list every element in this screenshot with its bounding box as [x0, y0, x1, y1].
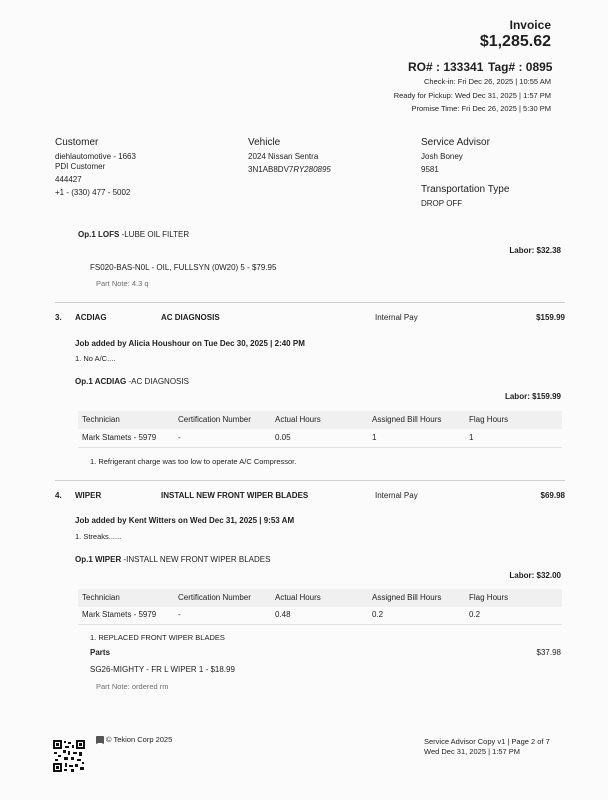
job4-pay-type: Internal Pay [375, 491, 418, 500]
divider [55, 480, 565, 481]
tag-number: Tag# : 0895 [488, 60, 553, 74]
job4-parts-total: $37.98 [536, 648, 561, 657]
prev-labor: Labor: $32.38 [509, 246, 561, 255]
table-divider [78, 624, 562, 625]
customer-heading: Customer [55, 137, 99, 148]
customer-phone: +1 - (330) 477 - 5002 [55, 188, 131, 197]
job4-cause: 1. REPLACED FRONT WIPER BLADES [90, 633, 225, 642]
job3-op-code: Op.1 ACDIAG [75, 377, 127, 386]
prev-op-code: Op.1 LOFS [78, 230, 120, 239]
transport-value: DROP OFF [421, 199, 463, 208]
job4-technician: Mark Stamets - 5979 [82, 610, 157, 619]
job4-op-line [75, 555, 270, 564]
col-certification: Certification Number [178, 593, 251, 602]
col-flag-hours: Flag Hours [469, 593, 509, 602]
prev-op-line [78, 230, 189, 239]
vin-prefix: 3N1AB8DV7 [248, 165, 294, 174]
job4-number: 4. [55, 491, 62, 500]
prev-part: FS020-BAS-N0L - OIL, FULLSYN (0W20) 5 - $79.95 [90, 263, 277, 272]
customer-id: 444427 [55, 175, 82, 184]
copyright: © Tekion Corp 2025 [106, 735, 173, 744]
job3-labor: Labor: $159.99 [504, 392, 561, 401]
print-timestamp: Wed Dec 31, 2025 | 1:57 PM [424, 747, 521, 756]
checkin-time: Check-in: Fri Dec 26, 2025 | 10:55 AM [423, 77, 551, 86]
col-certification: Certification Number [178, 415, 251, 424]
job3-op-line [75, 377, 189, 386]
customer-name: diehlautomotive - 1663 [55, 152, 136, 161]
job4-concern: 1. Streaks...... [75, 532, 122, 541]
vehicle-model: 2024 Nissan Sentra [248, 152, 319, 161]
tekion-logo-icon [96, 736, 104, 744]
job4-part: SG26-MIGHTY - FR L WIPER 1 - $18.99 [90, 665, 235, 674]
qr-code [53, 740, 85, 772]
job4-op-desc: -INSTALL NEW FRONT WIPER BLADES [121, 555, 271, 564]
vehicle-vin [248, 165, 331, 174]
col-technician: Technician [82, 593, 120, 602]
invoice-title: Invoice [509, 18, 551, 32]
col-flag-hours: Flag Hours [469, 415, 509, 424]
job4-op-code: Op.1 WIPER [75, 555, 122, 564]
job3-pay-type: Internal Pay [375, 313, 418, 322]
copy-info: Service Advisor Copy v1 | Page 2 of 7 [424, 737, 550, 746]
vehicle-heading: Vehicle [248, 137, 281, 148]
advisor-number: 9581 [421, 165, 439, 174]
job4-price: $69.98 [540, 491, 565, 500]
job4-actual-hours: 0.48 [275, 610, 291, 619]
job3-added-by: Job added by Alicia Houshour on Tue Dec 30, 2025 | 2:40 PM [75, 339, 305, 348]
prev-op-desc: -LUBE OIL FILTER [119, 230, 190, 239]
promise-time: Promise Time: Fri Dec 26, 2025 | 5:30 PM [411, 104, 551, 113]
divider [55, 302, 565, 303]
transport-heading: Transportation Type [421, 184, 510, 195]
col-technician: Technician [82, 415, 120, 424]
job4-added-by: Job added by Kent Witters on Wed Dec 31, 2025 | 9:53 AM [75, 516, 295, 525]
job3-number: 3. [55, 313, 62, 322]
job3-concern: 1. No A/C.... [75, 354, 116, 363]
invoice-total: $1,285.62 [479, 33, 551, 50]
job3-certification: - [178, 433, 181, 442]
customer-type: PDI Customer [55, 162, 106, 171]
ro-number: RO# : 133341 [408, 60, 484, 74]
job3-flag-hours: 1 [469, 433, 474, 442]
pickup-time: Ready for Pickup: Wed Dec 31, 2025 | 1:57 PM [393, 91, 551, 100]
advisor-name: Josh Boney [421, 152, 463, 161]
job4-certification: - [178, 610, 181, 619]
job3-title: AC DIAGNOSIS [161, 313, 220, 322]
col-actual-hours: Actual Hours [275, 415, 321, 424]
job4-flag-hours: 0.2 [469, 610, 481, 619]
job3-actual-hours: 0.05 [275, 433, 291, 442]
job4-labor: Labor: $32.00 [509, 571, 561, 580]
prev-part-note: Part Note: 4.3 q [96, 279, 149, 288]
job3-assigned-hours: 1 [372, 433, 377, 442]
job3-price: $159.99 [536, 313, 565, 322]
job3-code: ACDIAG [75, 313, 107, 322]
col-assigned-hours: Assigned Bill Hours [372, 593, 442, 602]
vin-suffix: RY280895 [293, 165, 331, 174]
table-divider [78, 447, 562, 448]
col-actual-hours: Actual Hours [275, 593, 321, 602]
job4-parts-heading: Parts [90, 648, 111, 657]
job4-assigned-hours: 0.2 [372, 610, 384, 619]
advisor-heading: Service Advisor [421, 137, 490, 148]
job4-part-note: Part Note: ordered rm [96, 682, 169, 691]
job3-technician: Mark Stamets - 5979 [82, 433, 157, 442]
job3-cause: 1. Refrigerant charge was too low to operate A/C Compressor. [90, 457, 297, 466]
job4-title: INSTALL NEW FRONT WIPER BLADES [161, 491, 309, 500]
job3-op-desc: -AC DIAGNOSIS [126, 377, 189, 386]
col-assigned-hours: Assigned Bill Hours [372, 415, 442, 424]
job4-code: WIPER [75, 491, 102, 500]
